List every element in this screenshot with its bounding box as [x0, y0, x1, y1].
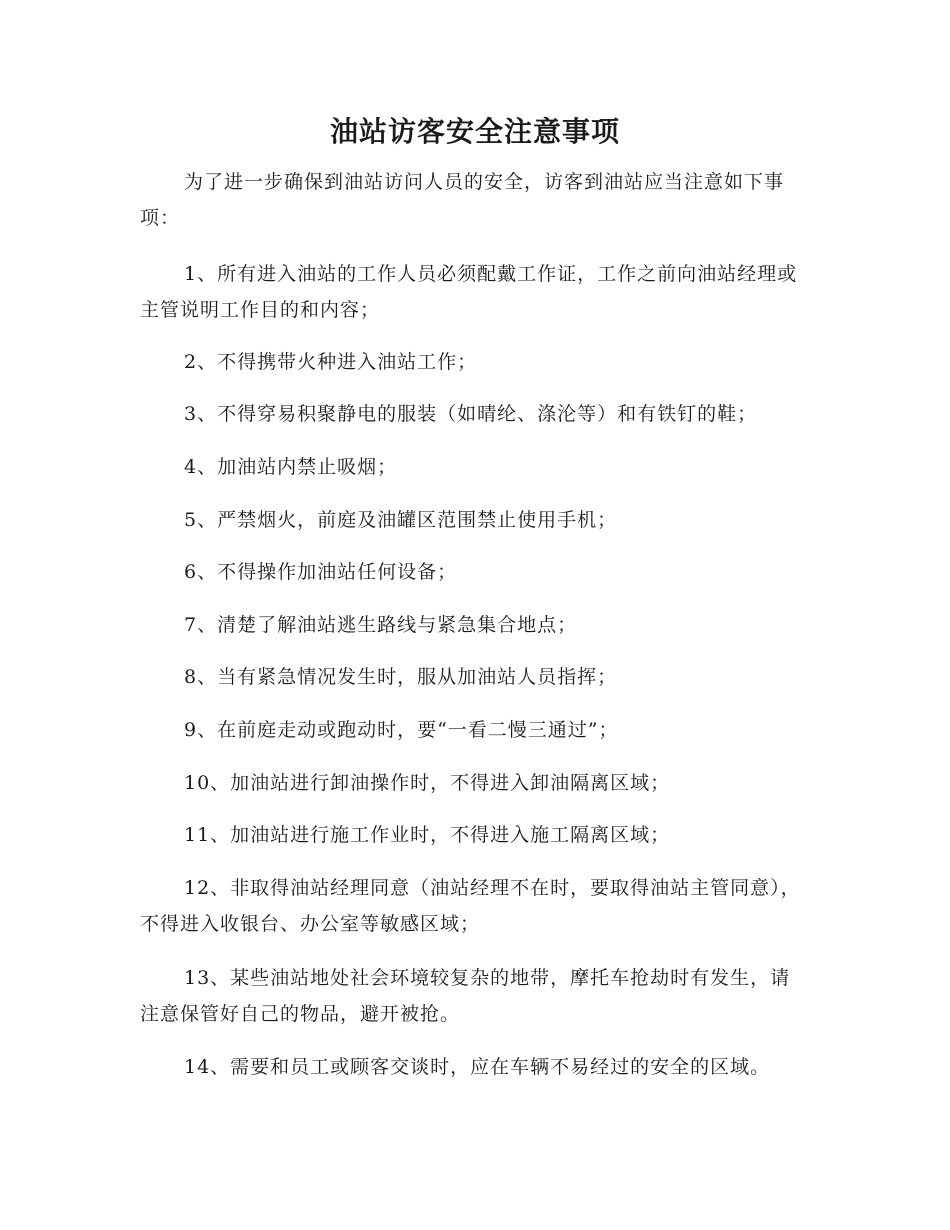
- list-item-1: 1、所有进入油站的工作人员必须配戴工作证，工作之前向油站经理或主管说明工作目的和内容；: [140, 263, 798, 321]
- intro-paragraph: 为了进一步确保到油站访问人员的安全，访客到油站应当注意如下事项：: [140, 171, 785, 229]
- list-item-6: 6、不得操作加油站任何设备；: [184, 561, 458, 583]
- list-item-12: 12、非取得油站经理同意（油站经理不在时，要取得油站主管同意），不得进入收银台、办公室等敏感区域；: [140, 877, 801, 935]
- list-item-10: 10、加油站进行卸油操作时，不得进入卸油隔离区域；: [184, 772, 671, 794]
- list-item-11: 11、加油站进行施工作业时，不得进入施工隔离区域；: [184, 824, 671, 846]
- list-item-8: 8、当有紧急情况发生时，服从加油站人员指挥；: [184, 666, 618, 688]
- page-title: 油站访客安全注意事项: [329, 115, 620, 148]
- list-item-9: 9、在前庭走动或跑动时，要“一看二慢三通过”；: [184, 719, 619, 741]
- list-item-2: 2、不得携带火种进入油站工作；: [184, 351, 478, 373]
- list-item-7: 7、清楚了解油站逃生路线与紧急集合地点；: [184, 614, 578, 636]
- list-item-5: 5、严禁烟火，前庭及油罐区范围禁止使用手机；: [184, 509, 618, 531]
- list-item-13: 13、某些油站地处社会环境较复杂的地带，摩托车抢劫时有发生，请注意保管好自己的物品，避开被抢。: [140, 967, 791, 1025]
- list-item-4: 4、加油站内禁止吸烟；: [184, 456, 398, 478]
- list-item-14: 14、需要和员工或顾客交谈时，应在车辆不易经过的安全的区域。: [184, 1056, 771, 1078]
- list-item-3: 3、不得穿易积聚静电的服装（如晴纶、涤沦等）和有铁钉的鞋；: [184, 403, 758, 425]
